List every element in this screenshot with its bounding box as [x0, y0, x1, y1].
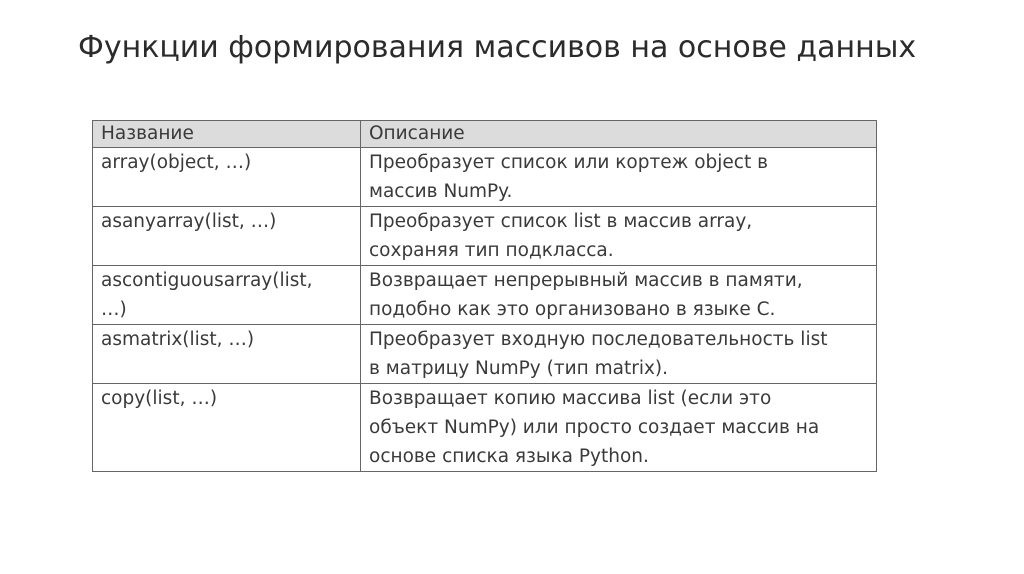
description-line: Преобразует список или кортеж object в: [369, 152, 768, 173]
function-name: asanyarray(list, …): [101, 211, 277, 232]
function-name-line: ascontiguousarray(list,: [101, 270, 313, 291]
function-name: asmatrix(list, …): [101, 329, 255, 350]
function-description-cell: [361, 325, 877, 384]
description-line: подобно как это организовано в языке C.: [369, 299, 776, 320]
slide-title: Функции формирования массивов на основе данных: [78, 30, 917, 65]
description-line: Преобразует список list в массив array,: [369, 211, 753, 232]
header-description: Описание: [361, 121, 877, 148]
table-row: [93, 207, 877, 266]
description-line: Преобразует входную последовательность list: [369, 329, 828, 350]
description-line: в матрицу NumPy (тип matrix).: [369, 358, 669, 379]
function-name-cell: [93, 148, 361, 207]
function-name: array(object, …): [101, 152, 252, 173]
function-description-cell: [361, 384, 877, 472]
description-line: массив NumPy.: [369, 181, 513, 202]
function-name-cell: [93, 325, 361, 384]
function-name-line: …): [101, 299, 127, 320]
table-header-row: [93, 121, 877, 148]
table-row: [93, 325, 877, 384]
function-description-cell: [361, 207, 877, 266]
header-name: Название: [93, 121, 361, 148]
function-description-cell: [361, 148, 877, 207]
description-line: объект NumPy) или просто создает массив на: [369, 417, 820, 438]
function-name-cell: [93, 384, 361, 472]
description-line: Возвращает копию массива list (если это: [369, 388, 772, 409]
function-name-cell: [93, 266, 361, 325]
function-name-cell: [93, 207, 361, 266]
description-line: Возвращает непрерывный массив в памяти,: [369, 270, 803, 291]
table-row: [93, 384, 877, 472]
table-row: [93, 148, 877, 207]
functions-table: [92, 120, 877, 472]
function-name: copy(list, …): [101, 388, 218, 409]
description-line: сохраняя тип подкласса.: [369, 240, 614, 261]
description-line: основе списка языка Python.: [369, 446, 649, 467]
table-row: [93, 266, 877, 325]
function-description-cell: [361, 266, 877, 325]
functions-table-container: [92, 120, 876, 472]
